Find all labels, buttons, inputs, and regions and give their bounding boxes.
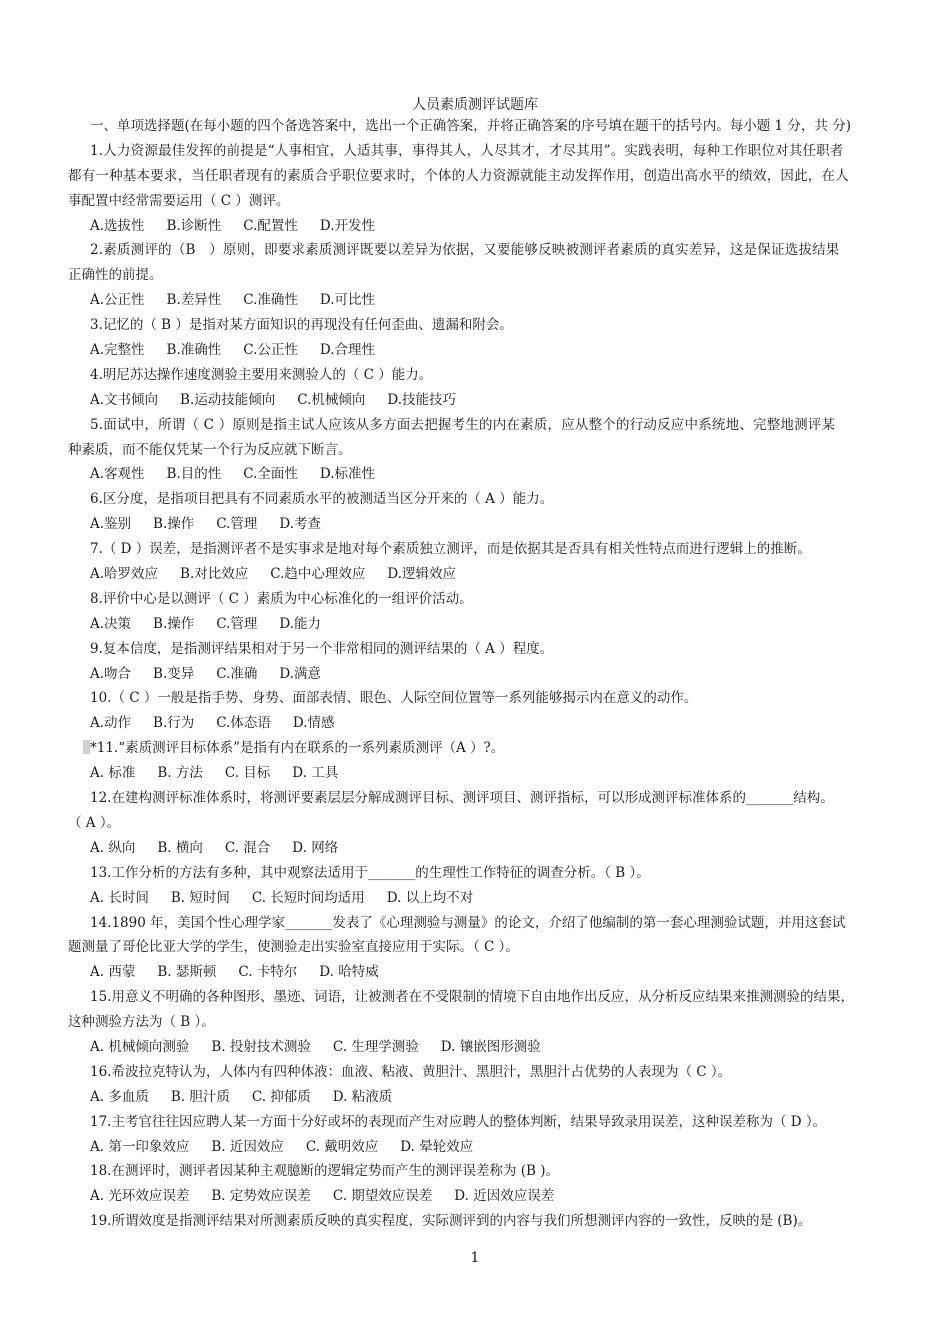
question-2-options	[68, 288, 890, 313]
question-14-line-2: 题测量了哥伦比亚大学的学生，使测验走出实验室直接应用于实际。（ C ）。	[68, 939, 519, 956]
option-c: C. 期望效应误差	[332, 1188, 433, 1205]
option-c: C.配置性	[243, 217, 298, 234]
option-c: C.管理	[216, 516, 258, 533]
option-a: A.动作	[90, 715, 132, 732]
question-11-options	[68, 761, 890, 786]
option-c: C.准确	[216, 665, 258, 682]
option-c: C.趋中心理效应	[270, 566, 366, 583]
page-number: 1	[470, 1250, 480, 1266]
option-b: B. 横向	[157, 839, 203, 856]
option-d: D. 镶嵌图形测验	[440, 1038, 541, 1055]
option-c: C. 卡特尔	[238, 964, 298, 981]
option-b: B. 方法	[157, 765, 203, 782]
question-7-line-1: 7.（ D ）误差，是指测评者不是实事求是地对每个素质独立测评，而是依据其是否具有相关性特点而进行逻辑上的推断。	[90, 541, 811, 558]
question-12-options	[68, 836, 890, 861]
question-list	[68, 114, 890, 1234]
question-10-options	[68, 711, 890, 736]
option-c: C.全面性	[243, 466, 298, 483]
option-d: D.逻辑效应	[387, 566, 457, 583]
question-18-options	[68, 1184, 890, 1209]
option-d: D.技能技巧	[387, 391, 457, 408]
option-a: A. 长时间	[90, 889, 149, 906]
option-b: B.准确性	[166, 342, 222, 359]
question-11-line-1	[68, 736, 890, 761]
option-b: B.操作	[153, 615, 195, 632]
option-b: B.变异	[153, 665, 195, 682]
option-a: A.决策	[90, 615, 132, 632]
question-5-options	[68, 462, 890, 487]
question-16-options	[68, 1085, 890, 1110]
question-1-options	[68, 214, 890, 239]
question-3-line-1: 3.记忆的（ B ）是指对某方面知识的再现没有任何歪曲、遗漏和附会。	[90, 317, 513, 334]
question-13-options	[68, 886, 890, 911]
question-14-line-1: 14.1890 年，美国个性心理学家_______发表了《心理测验与测量》的论文，介绍了他编制的第一套心理测验试题，并用这套试	[90, 914, 846, 931]
option-a: A.客观性	[90, 466, 145, 483]
option-b: B.行为	[153, 715, 195, 732]
option-a: A.选拔性	[90, 217, 145, 234]
question-16-line-1: 16.希波拉克特认为，人体内有四种体液：血液、粘液、黄胆汁、黑胆汁，黑胆汁占优势的人表现为（ C ）。	[90, 1063, 732, 1080]
question-10-line-1: 10.（ C ）一般是指手势、身势、面部表情、眼色、人际空间位置等一系列能够揭示内在意义的动作。	[90, 690, 698, 707]
option-c: C.管理	[216, 615, 258, 632]
option-d: D.开发性	[319, 217, 376, 234]
question-1-line-1: 1.人力资源最佳发挥的前提是“人事相宜，人适其事，事得其人，人尽其才，才尽其用”。实践表明，每种工作职位对其任职者	[90, 142, 844, 159]
question-5-line-1: 5.面试中，所谓（ C ）原则是指主试人应该从多方面去把握考生的内在素质，应从整个的行动反应中系统地、完整地测评某	[90, 416, 836, 433]
section-heading: 一、单项选择题(在每小题的四个备选答案中，选出一个正确答案，并将正确答案的序号填在题干的括号内。每小题 1 分，共 分)	[90, 118, 851, 134]
option-b: B. 瑟斯顿	[157, 964, 217, 981]
option-d: D.合理性	[319, 342, 376, 359]
comment-marker-icon	[83, 740, 90, 754]
option-c: C. 目标	[224, 765, 271, 782]
option-d: D. 以上均不对	[386, 889, 474, 906]
option-d: D.标准性	[319, 466, 376, 483]
option-a: A. 纵向	[90, 839, 136, 856]
option-b: B. 定势效应误差	[211, 1188, 311, 1205]
question-1-line-3: 事配置中经常需要运用（ C ）测评。	[68, 192, 290, 209]
option-a: A.吻合	[90, 665, 132, 682]
question-4-options	[68, 388, 890, 413]
option-b: B. 短时间	[170, 889, 230, 906]
option-c: C.准确性	[243, 292, 298, 309]
question-11-text: *11.“素质测评目标体系”是指有内在联系的一系列素质测评（A ）?。	[90, 740, 505, 757]
option-a: A. 第一印象效应	[90, 1138, 190, 1155]
option-a: A.完整性	[90, 342, 145, 359]
option-c: C.公正性	[243, 342, 298, 359]
question-6-options	[68, 512, 890, 537]
option-d: D.满意	[279, 665, 322, 682]
option-a: A. 多血质	[90, 1088, 149, 1105]
option-c: C.机械倾向	[297, 391, 366, 408]
option-b: B. 投射技术测验	[211, 1038, 311, 1055]
question-2-line-2: 正确性的前提。	[68, 267, 163, 284]
option-a: A.文书倾向	[90, 391, 159, 408]
question-4-line-1: 4.明尼苏达操作速度测验主要用来测验人的（ C ）能力。	[90, 366, 433, 383]
option-d: D. 哈特威	[319, 964, 379, 981]
option-a: A. 机械倾向测验	[90, 1038, 190, 1055]
option-c: C. 戴明效应	[305, 1138, 379, 1155]
option-d: D.能力	[279, 615, 322, 632]
option-c: C.体态语	[216, 715, 271, 732]
question-5-line-2: 种素质，而不能仅凭某一个行为反应就下断言。	[68, 441, 352, 458]
option-a: A. 标准	[90, 765, 136, 782]
option-d: D.可比性	[319, 292, 376, 309]
question-1-line-2: 都有一种基本要求，当任职者现有的素质合乎职位要求时，个体的人力资源就能主动发挥作用，创造出高水平的绩效，因此，在人	[68, 167, 849, 184]
option-b: B.差异性	[166, 292, 222, 309]
option-d: D.考查	[279, 516, 322, 533]
question-18-line-1: 18.在测评时，测评者因某种主观臆断的逻辑定势而产生的测评误差称为 (B )。	[90, 1163, 560, 1180]
option-c: C. 长短时间均适用	[251, 889, 365, 906]
question-19-line-1: 19.所谓效度是指测评结果对所测素质反映的真实程度，实际测评到的内容与我们所想测评内容的一致性，反映的是 (B)。	[90, 1213, 812, 1230]
option-c: C. 生理学测验	[332, 1038, 419, 1055]
option-b: B.操作	[153, 516, 195, 533]
option-b: B.运动技能倾向	[180, 391, 276, 408]
option-b: B.诊断性	[166, 217, 222, 234]
option-a: A. 西蒙	[90, 964, 136, 981]
option-d: D. 粘液质	[332, 1088, 393, 1105]
question-8-line-1: 8.评价中心是以测评（ C ）素质为中心标准化的一组评价活动。	[90, 590, 473, 607]
option-a: A.鉴别	[90, 516, 132, 533]
option-d: D.情感	[292, 715, 335, 732]
option-a: A.哈罗效应	[90, 566, 159, 583]
question-15-options	[68, 1035, 890, 1060]
option-c: C. 抑郁质	[251, 1088, 311, 1105]
option-b: B.对比效应	[180, 566, 249, 583]
document-title: 人员素质测评试题库	[412, 97, 538, 113]
option-d: D. 近因效应误差	[454, 1188, 555, 1205]
question-17-line-1: 17.主考官往往因应聘人某一方面十分好或坏的表现而产生对应聘人的整体判断，结果导致录用误差，这种误差称为（ D ）。	[90, 1113, 827, 1130]
question-13-line-1: 13.工作分析的方法有多种，其中观察法适用于_______的生理性工作特征的调查分析。（ B ）。	[90, 864, 650, 881]
option-b: B.目的性	[166, 466, 222, 483]
option-b: B. 近因效应	[211, 1138, 284, 1155]
option-c: C. 混合	[224, 839, 271, 856]
question-14-options	[68, 960, 890, 985]
question-15-line-2: 这种测验方法为（ B ）。	[68, 1014, 215, 1031]
option-d: D. 工具	[292, 765, 339, 782]
option-a: A.公正性	[90, 292, 145, 309]
question-17-options	[68, 1135, 890, 1160]
option-d: D. 晕轮效应	[400, 1138, 474, 1155]
question-9-line-1: 9.复本信度，是指测评结果相对于另一个非常相同的测评结果的（ A ）程度。	[90, 640, 554, 657]
question-12-line-1: 12.在建构测评标准体系时，将测评要素层层分解成测评目标、测评项目、测评指标，可以形成测评标准体系的_______结构。	[90, 790, 834, 807]
question-2-line-1: 2.素质测评的（B ）原则，即要求素质测评既要以差异为依据，又要能够反映被测评者素质的真实差异，这是保证选拔结果	[90, 242, 840, 259]
question-6-line-1: 6.区分度，是指项目把具有不同素质水平的被测适当区分开来的（ A ）能力。	[90, 491, 554, 508]
question-15-line-1: 15.用意义不明确的各种图形、墨迹、词语，让被测者在不受限制的情境下自由地作出反应，从分析反应结果来推测测验的结果，	[90, 989, 854, 1006]
option-b: B. 胆汁质	[170, 1088, 230, 1105]
question-9-options	[68, 662, 890, 687]
option-a: A. 光环效应误差	[90, 1188, 190, 1205]
question-12-line-2: （ A ）。	[68, 814, 121, 831]
question-3-options	[68, 338, 890, 363]
question-8-options	[68, 612, 890, 637]
option-d: D. 网络	[292, 839, 339, 856]
question-7-options	[68, 562, 890, 587]
